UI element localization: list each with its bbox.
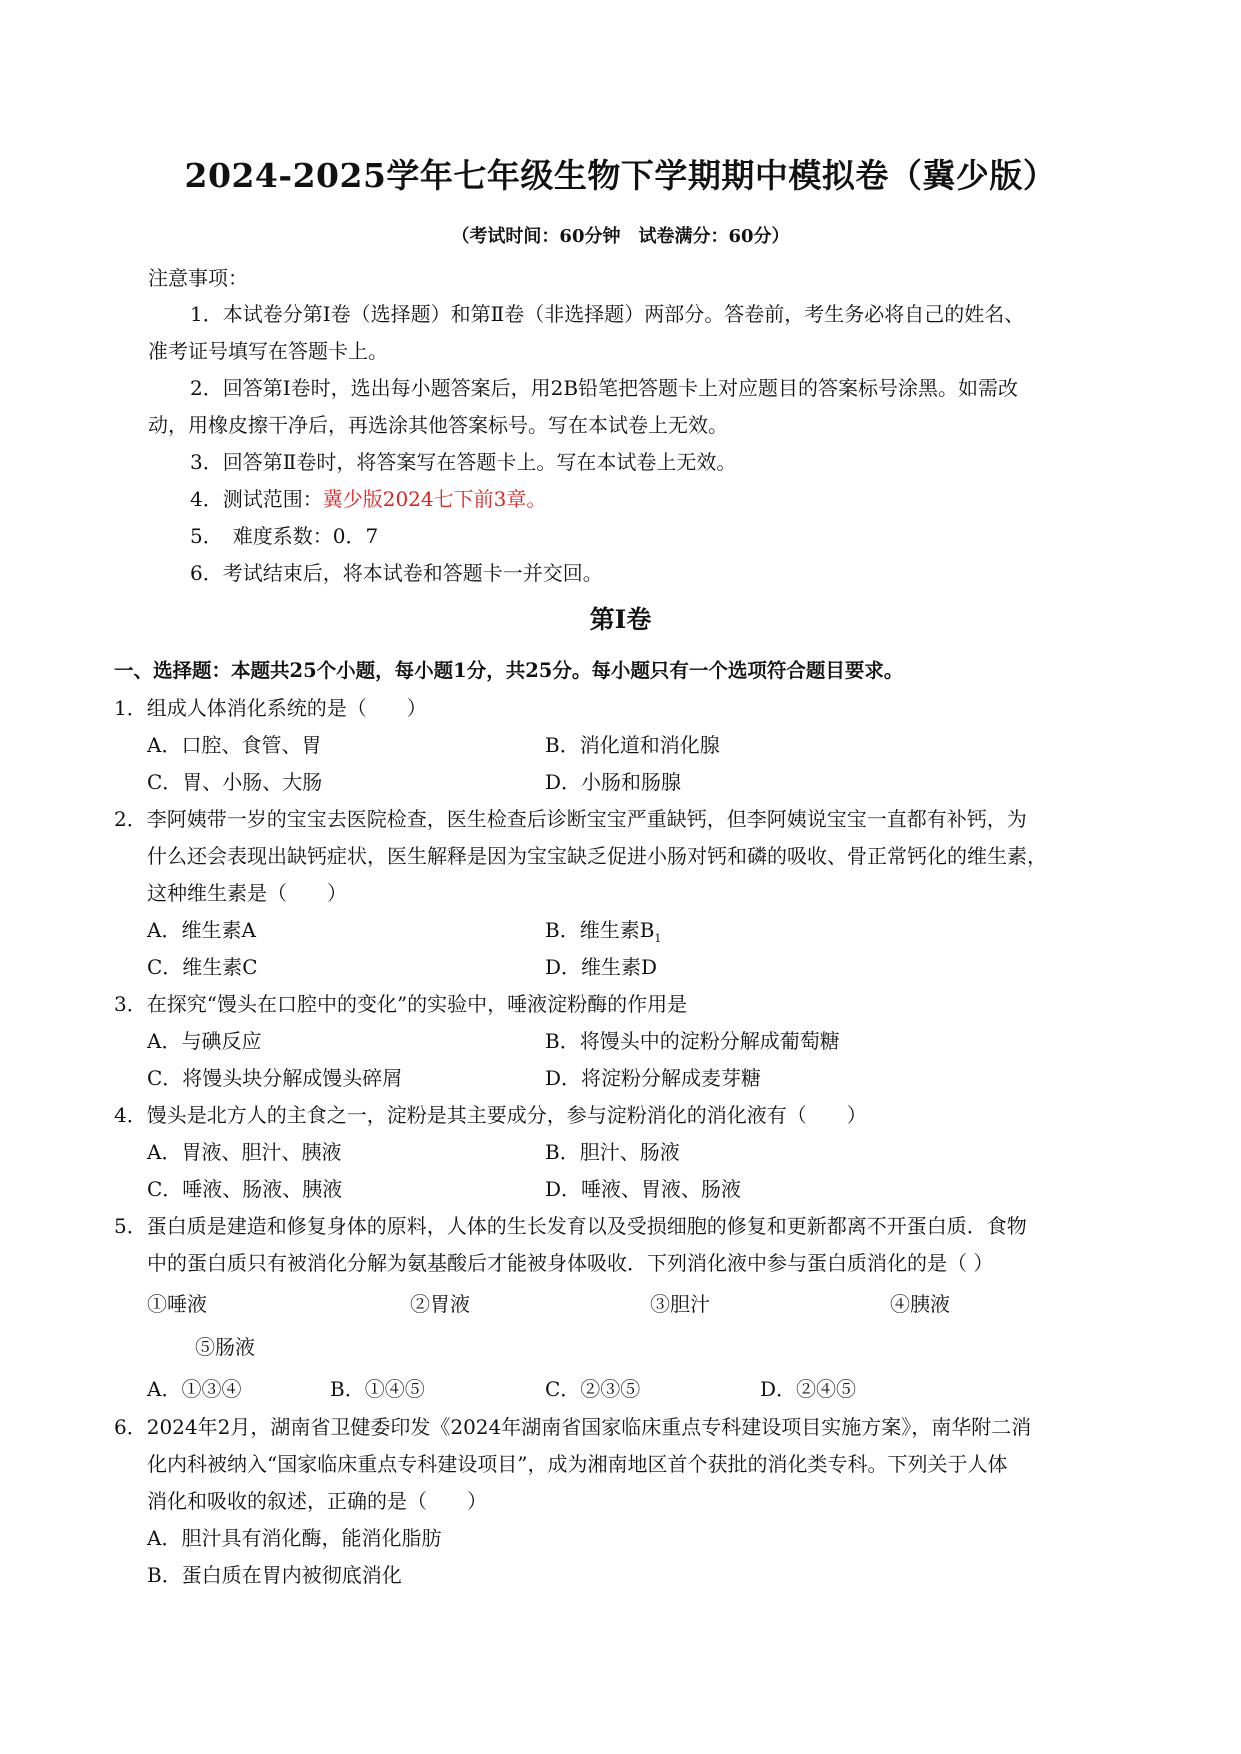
q5-stem-line1: 5．蛋白质是建造和修复身体的原料，人体的生长发育以及受损细胞的修复和更新都离不开蛋白质．食物 [114,1214,1027,1238]
q2-stem-line3: 这种维生素是（ ） [147,881,347,905]
q3-option-c: C．将馒头块分解成馒头碎屑 [147,1066,403,1090]
q4-option-a: A．胃液、胆汁、胰液 [147,1140,342,1164]
q4-stem: 4．馒头是北方人的主食之一，淀粉是其主要成分，参与淀粉消化的消化液有（ ） [114,1103,867,1127]
section-title: 第Ⅰ卷 [589,605,652,634]
q3-option-b: B．将馒头中的淀粉分解成葡萄糖 [545,1029,840,1053]
q2-option-b-text: B．维生素B [545,918,655,942]
q3-option-a: A．与碘反应 [147,1029,262,1053]
q2-option-a: A．维生素A [147,918,256,942]
note-5: 5． 难度系数：0．7 [190,524,379,548]
part1-heading: 一、选择题：本题共25个小题，每小题1分，共25分。每小题只有一个选项符合题目要求。 [114,659,904,682]
q2-option-b-subscript: 1 [654,932,662,945]
q5-choice-4: ④胰液 [890,1292,950,1316]
q3-stem: 3．在探究“馒头在口腔中的变化”的实验中，唾液淀粉酶的作用是 [114,992,688,1016]
exam-subtitle: （考试时间：60分钟 试卷满分：60分） [451,226,790,247]
q5-stem-line2: 中的蛋白质只有被消化分解为氨基酸后才能被身体吸收．下列消化液中参与蛋白质消化的是（ ） [147,1251,994,1275]
q5-option-c: C．②③⑤ [545,1377,641,1401]
q5-choice-1: ①唾液 [147,1292,207,1316]
q1-option-c: C．胃、小肠、大肠 [147,770,323,794]
q1-option-b: B．消化道和消化腺 [545,733,720,757]
q5-option-d: D．②④⑤ [760,1377,857,1401]
q6-option-a: A．胆汁具有消化酶，能消化脂肪 [147,1526,442,1550]
notes-title: 注意事项： [148,266,248,290]
q2-option-c: C．维生素C [147,955,258,979]
q3-option-d: D．将淀粉分解成麦芽糖 [545,1066,762,1090]
q4-option-d: D．唾液、胃液、肠液 [545,1177,742,1201]
note-3: 3．回答第Ⅱ卷时，将答案写在答题卡上。写在本试卷上无效。 [190,450,737,474]
q5-choice-3: ③胆汁 [650,1292,710,1316]
note-2-line1: 2．回答第Ⅰ卷时，选出每小题答案后，用2B铅笔把答题卡上对应题目的答案标号涂黑。如需改 [190,376,1019,400]
q5-option-b: B．①④⑤ [330,1377,425,1401]
note-4-scope: 冀少版2024七下前3章。 [322,487,547,511]
note-1-line2: 准考证号填写在答题卡上。 [148,339,388,363]
q2-stem-line1: 2．李阿姨带一岁的宝宝去医院检查，医生检查后诊断宝宝严重缺钙，但李阿姨说宝宝一直都有补钙，为 [114,807,1027,831]
q5-choice-5: ⑤肠液 [195,1335,255,1359]
note-6: 6．考试结束后，将本试卷和答题卡一并交回。 [190,561,603,585]
note-1-line1: 1．本试卷分第Ⅰ卷（选择题）和第Ⅱ卷（非选择题）两部分。答卷前，考生务必将自己的姓名、 [190,302,1025,326]
q1-option-a: A．口腔、食管、胃 [147,733,322,757]
q5-option-a: A．①③④ [147,1377,242,1401]
note-2-line2: 动，用橡皮擦干净后，再选涂其他答案标号。写在本试卷上无效。 [148,413,728,437]
q2-option-d: D．维生素D [545,955,658,979]
q6-stem-line1: 6．2024年2月，湖南省卫健委印发《2024年湖南省国家临床重点专科建设项目实施方案》，南华附二消 [114,1415,1032,1439]
q4-option-c: C．唾液、肠液、胰液 [147,1177,343,1201]
note-4 [190,483,546,512]
q1-stem: 1．组成人体消化系统的是（ ） [114,696,427,720]
q6-option-b: B．蛋白质在胃内被彻底消化 [147,1563,402,1587]
note-4-prefix: 4．测试范围： [190,487,323,511]
q5-choice-2: ②胃液 [410,1292,470,1316]
q4-option-b: B．胆汁、肠液 [545,1140,680,1164]
q2-option-b [545,914,661,945]
q2-stem-line2: 什么还会表现出缺钙症状，医生解释是因为宝宝缺乏促进小肠对钙和磷的吸收、骨正常钙化的维生素， [147,844,1047,868]
q1-option-d: D．小肠和肠腺 [545,770,682,794]
exam-title: 2024-2025学年七年级生物下学期期中模拟卷（冀少版） [184,156,1057,195]
q6-stem-line3: 消化和吸收的叙述，正确的是（ ） [147,1489,487,1513]
q6-stem-line2: 化内科被纳入“国家临床重点专科建设项目”，成为湘南地区首个获批的消化类专科。下列关于人体 [147,1452,1008,1476]
